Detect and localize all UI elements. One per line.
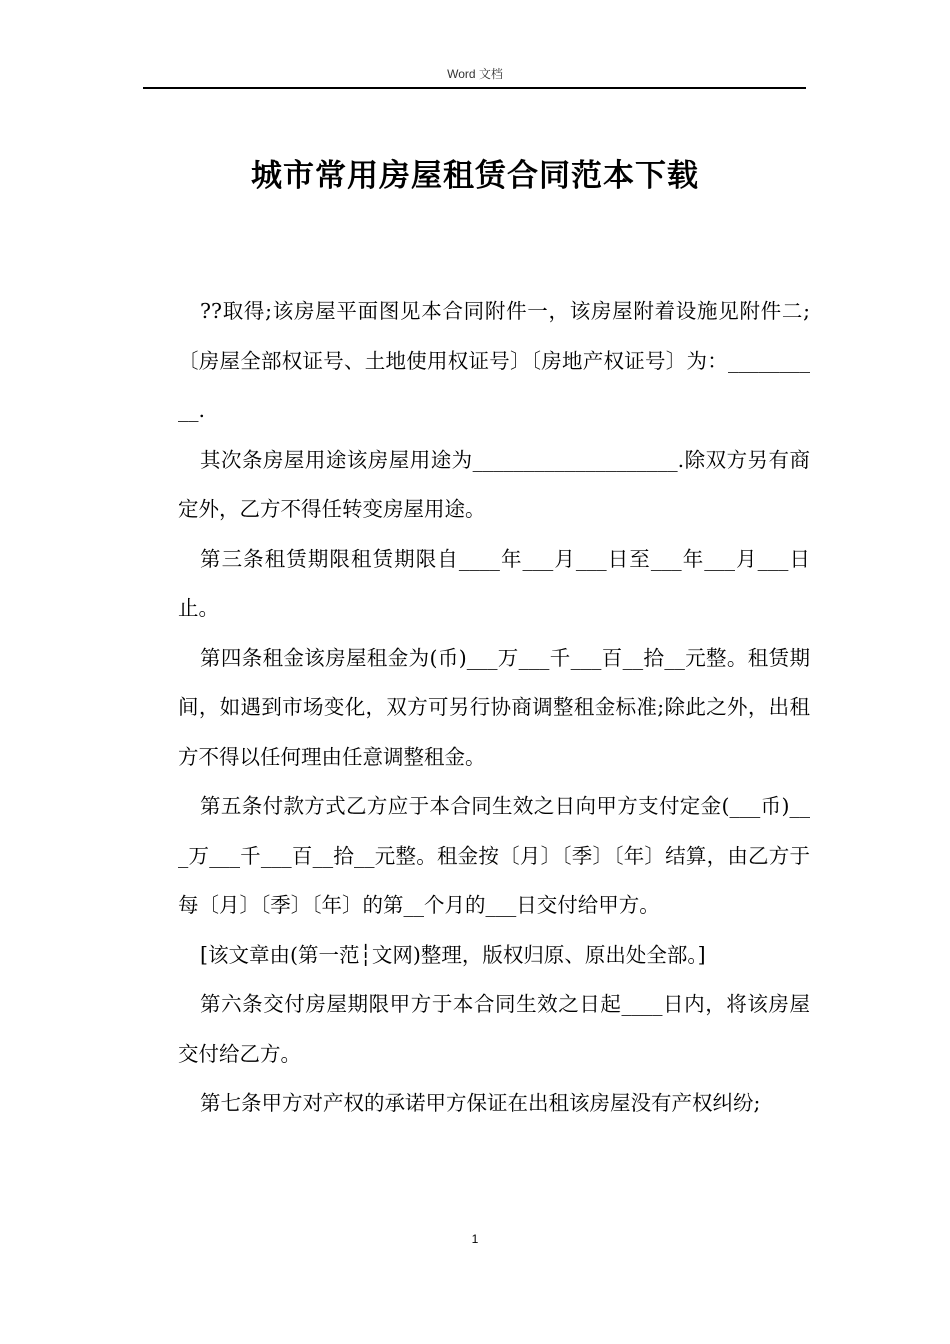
document-body	[178, 287, 810, 1129]
paragraph: 第六条交付房屋期限甲方于本合同生效之日起____日内，将该房屋交付给乙方。	[178, 992, 810, 1066]
paragraph: ??取得;该房屋平面图见本合同附件一，该房屋附着设施见附件二;〔房屋全部权证号、土地使用权证号〕〔房地产权证号〕为：__________.	[178, 299, 810, 422]
paragraph: 第五条付款方式乙方应于本合同生效之日向甲方支付定金(___币)___万___千___百__拾__元整。租金按〔月〕〔季〕〔年〕结算，由乙方于每〔月〕〔季〕〔年〕的第__个月的___日交付给甲方。	[178, 794, 810, 917]
paragraph: 第三条租赁期限租赁期限自____年___月___日至___年___月___日止。	[178, 546, 810, 620]
paragraph: 其次条房屋用途该房屋用途为____________________.除双方另有商定外，乙方不得任转变房屋用途。	[178, 447, 810, 521]
paragraph: 第四条租金该房屋租金为(币)___万___千___百__拾__元整。租赁期间，如遇到市场变化，双方可另行协商调整租金标准;除此之外，出租方不得以任何理由任意调整租金。	[178, 645, 810, 769]
document-title: 城市常用房屋租赁合同范本下载	[251, 158, 699, 194]
paragraph: 第七条甲方对产权的承诺甲方保证在出租该房屋没有产权纠纷;	[200, 1091, 761, 1115]
paragraph: [该文章由(第一范┆文网)整理，版权归原、原出处全部。]	[200, 942, 706, 967]
header-label: Word 文档	[447, 67, 503, 81]
page-number: 1	[471, 1232, 479, 1246]
header-divider	[143, 87, 806, 89]
